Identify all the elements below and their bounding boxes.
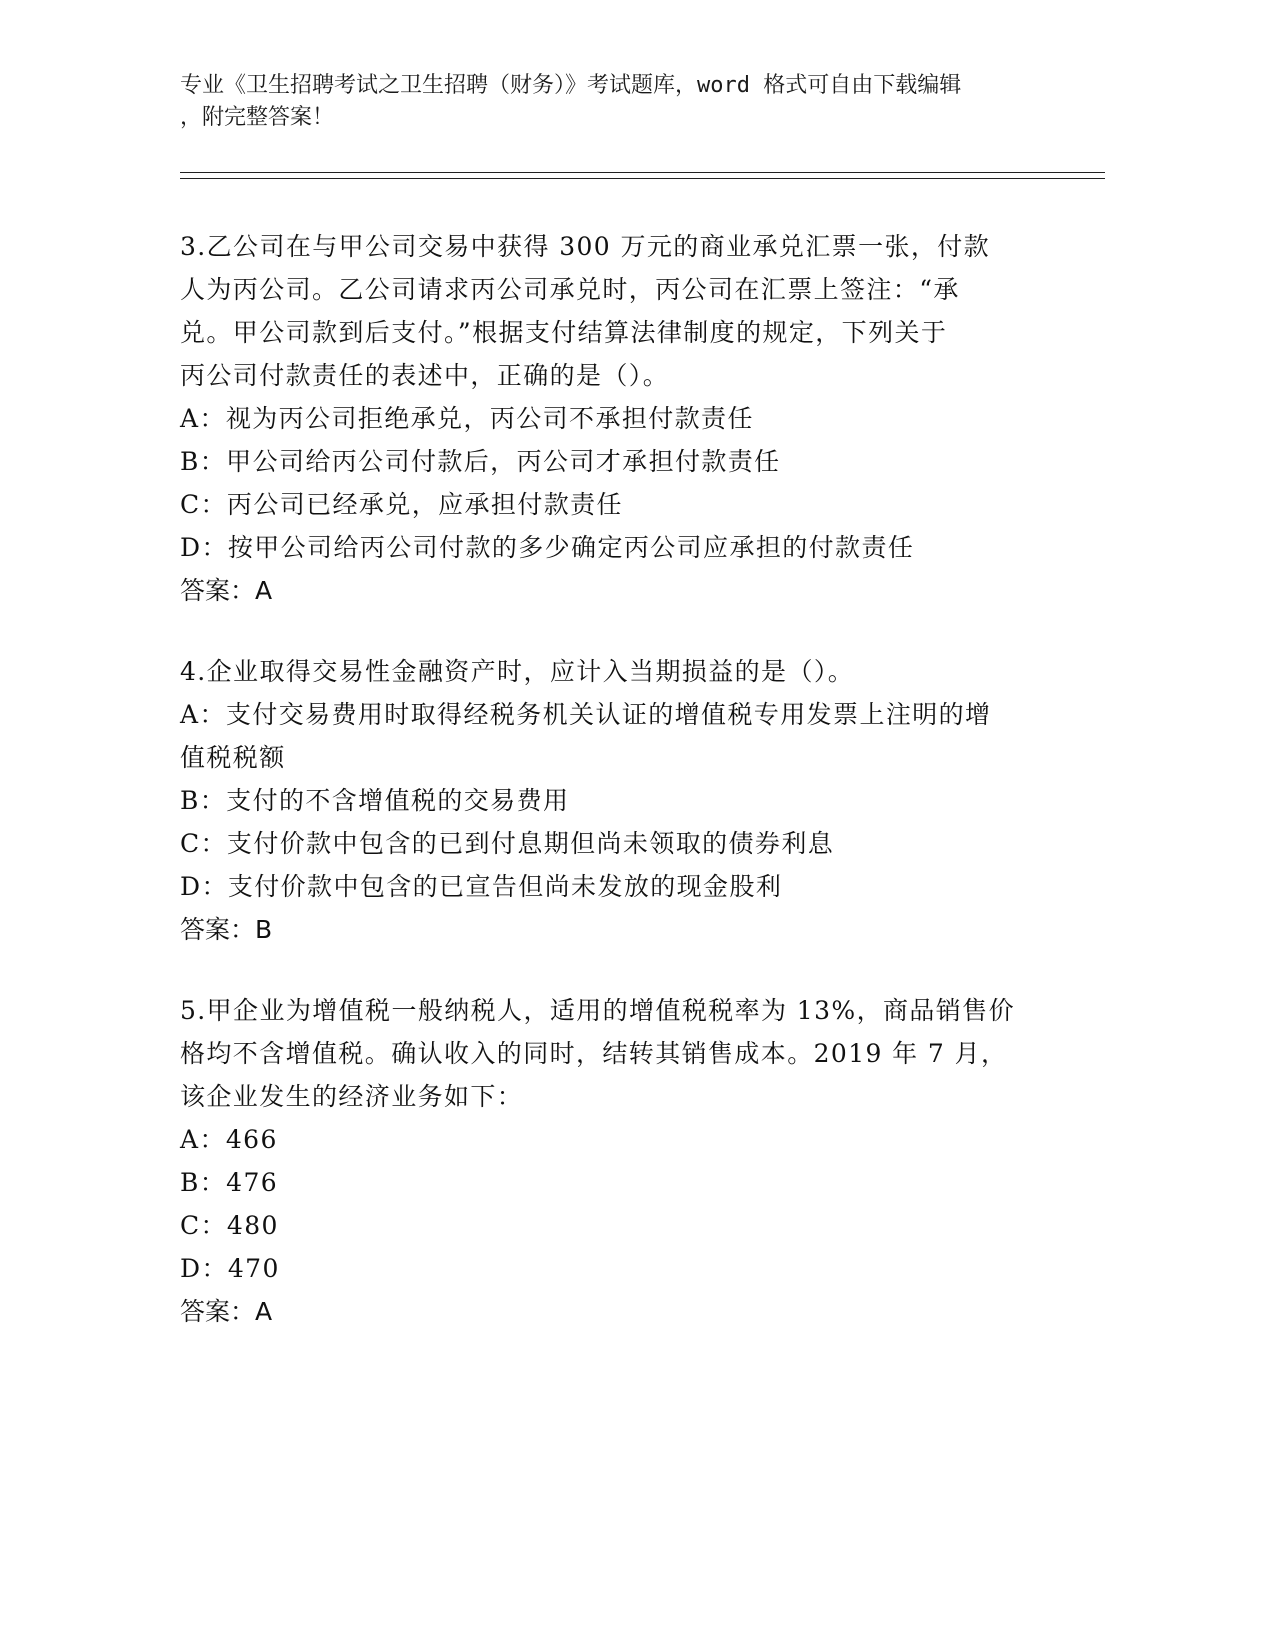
question-stem-line: 该企业发生的经济业务如下： bbox=[180, 1082, 524, 1111]
answer-label: 答案：A bbox=[180, 576, 273, 605]
header-divider-top bbox=[180, 172, 1105, 173]
question-list bbox=[180, 225, 1060, 1371]
option-a-continued: 值税税额 bbox=[180, 743, 286, 772]
question-stem-line: 兑。甲公司款到后支付。”根据支付结算法律制度的规定，下列关于 bbox=[180, 318, 948, 347]
option-b: B：476 bbox=[180, 1168, 279, 1197]
answer-label: 答案：A bbox=[180, 1297, 273, 1326]
question-stem-line: 格均不含增值税。确认收入的同时，结转其销售成本。2019 年 7 月， bbox=[180, 1039, 1008, 1068]
header-line-1: 专业《卫生招聘考试之卫生招聘（财务）》考试题库，word 格式可自由下载编辑 bbox=[180, 73, 962, 98]
question-stem-line: 3.乙公司在与甲公司交易中获得 300 万元的商业承兑汇票一张，付款 bbox=[180, 232, 991, 261]
question-stem-line: 丙公司付款责任的表述中，正确的是（）。 bbox=[180, 361, 670, 390]
option-b: B：甲公司给丙公司付款后，丙公司才承担付款责任 bbox=[180, 447, 781, 476]
question-stem-line: 4.企业取得交易性金融资产时，应计入当期损益的是（）。 bbox=[180, 657, 855, 686]
option-d: D：支付价款中包含的已宣告但尚未发放的现金股利 bbox=[180, 872, 783, 901]
option-b: B：支付的不含增值税的交易费用 bbox=[180, 786, 570, 815]
question-3 bbox=[180, 225, 1060, 612]
document-header bbox=[180, 70, 1060, 134]
option-d: D：470 bbox=[180, 1254, 280, 1283]
question-stem-line: 5.甲企业为增值税一般纳税人，适用的增值税税率为 13%，商品销售价 bbox=[180, 996, 1015, 1025]
option-c: C：480 bbox=[180, 1211, 279, 1240]
option-a: A：视为丙公司拒绝承兑，丙公司不承担付款责任 bbox=[180, 404, 754, 433]
header-line-2: ，附完整答案！ bbox=[180, 105, 335, 130]
option-a: A：466 bbox=[180, 1125, 278, 1154]
option-d: D：按甲公司给丙公司付款的多少确定丙公司应承担的付款责任 bbox=[180, 533, 915, 562]
option-a: A：支付交易费用时取得经税务机关认证的增值税专用发票上注明的增 bbox=[180, 700, 992, 729]
question-4 bbox=[180, 650, 1060, 951]
answer-label: 答案：B bbox=[180, 915, 273, 944]
question-stem-line: 人为丙公司。乙公司请求丙公司承兑时，丙公司在汇票上签注：“承 bbox=[180, 275, 960, 304]
header-divider-bottom bbox=[180, 178, 1105, 179]
question-5 bbox=[180, 989, 1060, 1333]
option-c: C：支付价款中包含的已到付息期但尚未领取的债券利息 bbox=[180, 829, 835, 858]
option-c: C：丙公司已经承兑，应承担付款责任 bbox=[180, 490, 623, 519]
